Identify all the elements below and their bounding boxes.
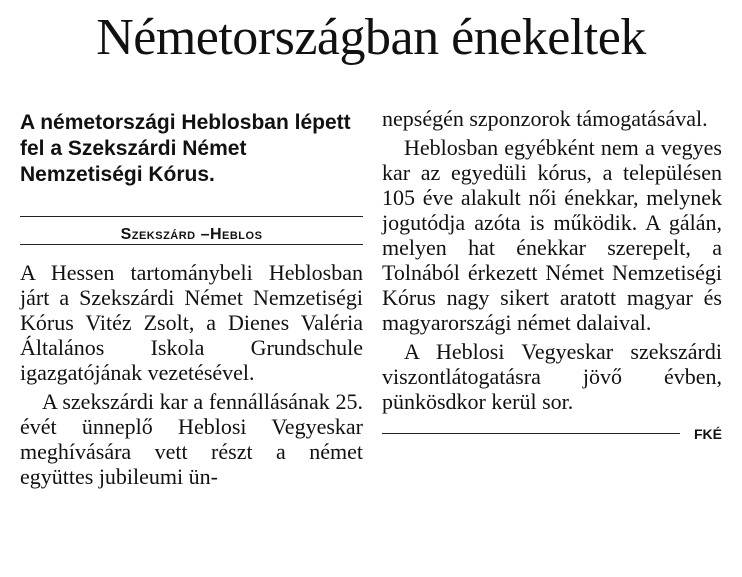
body-paragraph-2-part-1: A szekszárdi kar a fennállásának 25. évét ünneplő Heblosi Vegyeskar meghívására vett részt a német együttes jubileumi ün- <box>20 389 363 489</box>
article-headline: Németországban énekeltek <box>96 9 646 66</box>
dateline-block <box>20 208 363 248</box>
author-signature: FKÉ <box>694 426 722 442</box>
body-paragraph-1: A Hessen tartománybeli Heblosban járt a Szekszárdi Német Nemzetiségi Kórus Vitéz Zsolt, a Dienes Valéria Általános Iskola Grundschule igazgatójának vezetésével. <box>20 260 363 385</box>
article-column-right <box>382 106 722 446</box>
dateline-rule-bottom <box>20 244 363 245</box>
body-paragraph-2-part-2: nepségén szponzorok támogatásával. <box>382 106 708 131</box>
dateline: Szekszárd –Heblos <box>120 226 263 243</box>
signature-rule <box>382 433 680 434</box>
body-paragraph-4: A Heblosi Vegyeskar szekszárdi viszontlátogatásra jövő évben, pünkösdkor kerül sor. <box>382 339 722 414</box>
article-lead: A németországi Heblosban lépett fel a Szekszárdi Német Nemzetiségi Kórus. <box>20 111 351 186</box>
signature-block <box>382 420 722 446</box>
article-column-left <box>20 106 363 489</box>
body-paragraph-3: Heblosban egyébként nem a vegyes kar az egyedüli kórus, a településen 105 éve alakult női énekkar, melynek jogutódja azóta is működik. A gálán, melyen hat énekkar szerepelt, a Tolnából érkezett Német Nemzetiségi Kórus nagy sikert aratott magyar és magyarországi német dalaival. <box>382 135 722 335</box>
dateline-rule-top <box>20 216 363 217</box>
